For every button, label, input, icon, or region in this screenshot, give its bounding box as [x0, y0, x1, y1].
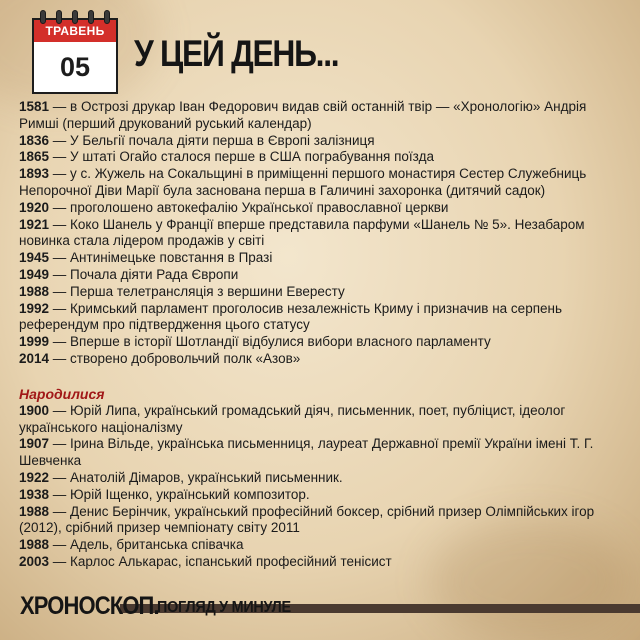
event-text: — Почала діяти Рада Європи [49, 266, 239, 282]
list-item [19, 504, 629, 538]
event-year: 2003 [19, 553, 50, 569]
event-text: — Анатолій Дімаров, український письменник. [49, 469, 343, 485]
footer-sub: ПОГЛЯД У МИНУЛЕ [157, 599, 291, 616]
event-year: 1836 [19, 132, 50, 148]
list-item [19, 436, 629, 470]
event-year: 1992 [19, 300, 50, 316]
content [19, 99, 629, 571]
event-text: — у с. Жужель на Сокальщині в приміщенні першого монастиря Сестер Служебниць Непорочної Діви Марії була заснована перша в Галичині захоронка (дитячий садок) [19, 166, 587, 198]
calendar-day: 05 [32, 42, 118, 94]
event-text: — проголошено автокефалію Української православної церкви [49, 199, 449, 215]
ring-icon [40, 10, 46, 24]
event-year: 1988 [19, 537, 50, 553]
event-year: 1949 [19, 266, 50, 282]
ring-icon [104, 10, 110, 24]
event-text: — Адель, британська співачка [49, 537, 244, 553]
list-item [19, 133, 629, 150]
event-year: 1945 [19, 250, 50, 266]
event-text: — створено добровольчий полк «Азов» [49, 350, 301, 366]
section-gap [19, 368, 629, 385]
event-text: — Денис Берінчик, український професійний боксер, срібний призер Олімпійських ігор (2012), срібний призер чемпіонату світу 2011 [19, 503, 595, 536]
list-item [19, 217, 629, 251]
list-item [19, 200, 629, 217]
calendar-rings [40, 10, 110, 24]
event-text: — Кримський парламент проголосив незалежність Криму і призначив на серпень референдум про підтвердження цього статусу [19, 300, 563, 333]
event-year: 1922 [19, 469, 50, 485]
list-item [19, 166, 629, 200]
event-year: 1999 [19, 334, 50, 350]
list-item [19, 149, 629, 166]
born-list [19, 403, 629, 571]
event-year: 1900 [19, 402, 50, 418]
ring-icon [88, 10, 94, 24]
list-item [19, 301, 629, 335]
footer-title [20, 592, 291, 621]
list-item [19, 487, 629, 504]
events-list [19, 99, 629, 368]
event-year: 1581 [19, 99, 50, 114]
list-item [19, 99, 629, 133]
event-year: 1921 [19, 216, 50, 232]
list-item [19, 284, 629, 301]
event-year: 1920 [19, 199, 50, 215]
page-title: У ЦЕЙ ДЕНЬ... [134, 33, 339, 74]
list-item [19, 537, 629, 554]
ring-icon [72, 10, 78, 24]
list-item [19, 267, 629, 284]
event-text: — Ірина Вільде, українська письменниця, лауреат Державної премії України імені Т. Г. Шевченка [19, 436, 594, 469]
list-item [19, 470, 629, 487]
event-year: 1907 [19, 436, 50, 452]
event-text: — Коко Шанель у Франції вперше представила парфуми «Шанель № 5». Незабаром новинка стала лідером продажів у світі [19, 216, 585, 249]
footer-main: ХРОНОСКОП. [20, 592, 159, 620]
event-year: 1938 [19, 486, 50, 502]
event-text: — У Бельгії почала діяти перша в Європі залізниця [49, 132, 375, 148]
list-item [19, 554, 629, 571]
event-year: 1988 [19, 503, 50, 519]
event-text: — в Острозі друкар Іван Федорович видав свій останній твір — «Хронологію» Андрія Римші (перший друкований руський календар) [19, 99, 587, 131]
event-text: — У штаті Огайо сталося перше в США пограбування поїзда [49, 149, 434, 165]
event-text: — Юрій Іщенко, український композитор. [49, 486, 310, 502]
event-text: — Карлос Алькарас, іспанський професійний тенісист [49, 553, 392, 569]
born-section-title: Народилися [19, 385, 105, 402]
calendar-month: ТРАВЕНЬ [32, 18, 118, 44]
list-item [19, 250, 629, 267]
event-text: — Антинімецьке повстання в Празі [49, 250, 273, 266]
event-year: 1893 [19, 166, 50, 182]
list-item [19, 351, 629, 368]
event-year: 1988 [19, 283, 50, 299]
ring-icon [56, 10, 62, 24]
list-item [19, 334, 629, 351]
event-text: — Вперше в історії Шотландії відбулися вибори власного парламенту [49, 334, 491, 350]
event-text: — Перша телетрансляція з вершини Евересту [49, 283, 345, 299]
event-text: — Юрій Липа, український громадський діяч, письменник, поет, публіцист, ідеолог українського націоналізму [19, 402, 566, 435]
list-item [19, 403, 629, 437]
calendar-icon [32, 10, 118, 94]
event-year: 2014 [19, 350, 50, 366]
event-year: 1865 [19, 149, 50, 165]
